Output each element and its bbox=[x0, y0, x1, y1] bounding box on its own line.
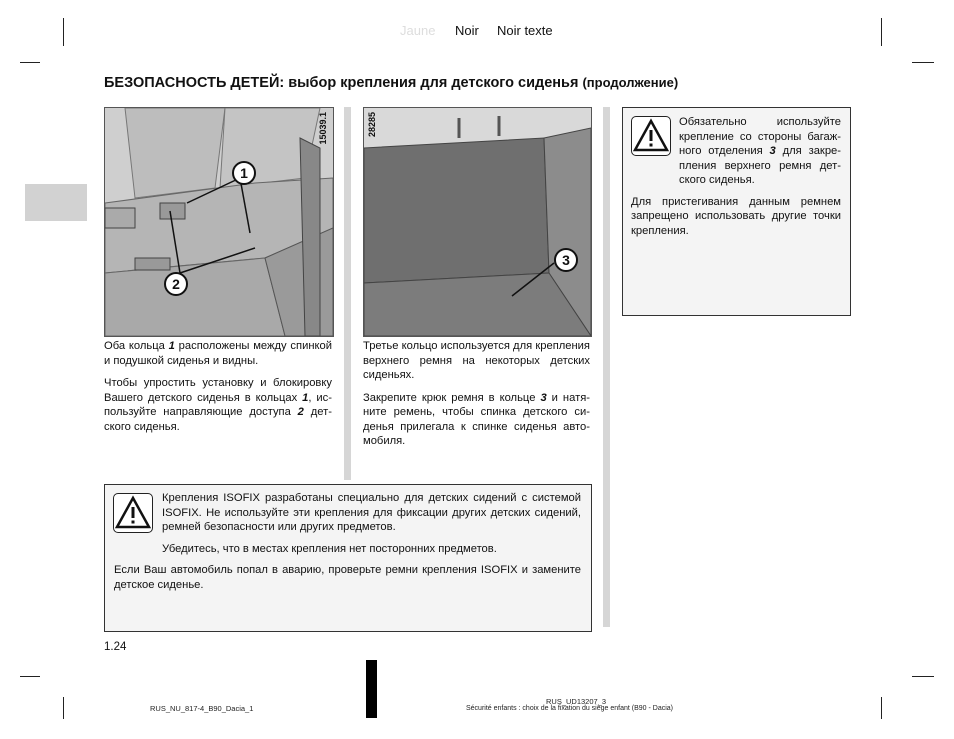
page-title bbox=[104, 75, 678, 91]
registration-bar bbox=[366, 660, 377, 718]
page-title-main: БЕЗОПАСНОСТЬ ДЕТЕЙ: выбор крепления для детского сиденья bbox=[104, 75, 579, 91]
page-number: 1.24 bbox=[104, 641, 127, 653]
footer-left: RUS_NU_817-4_B90_Dacia_1 bbox=[150, 704, 254, 713]
color-label-jaune: Jaune bbox=[400, 23, 436, 38]
crop-mark bbox=[912, 62, 934, 63]
crop-mark bbox=[20, 676, 40, 677]
warning-bottom-paragraph-3: Если Ваш автомобиль попал в аварию, проверьте ремни крепления ISOFIX и замените детское сиденье. bbox=[114, 564, 581, 591]
color-label-noir-texte: Noir texte bbox=[497, 23, 553, 38]
column-divider bbox=[344, 107, 351, 480]
figure-code: 15039.1 bbox=[318, 112, 328, 145]
figure-trunk-anchor bbox=[363, 107, 592, 337]
warning-bottom-text bbox=[114, 491, 581, 599]
warning-box-right bbox=[622, 107, 851, 316]
page-title-suffix: (продолжение) bbox=[582, 75, 679, 90]
crop-mark bbox=[63, 697, 64, 719]
crop-mark bbox=[881, 18, 882, 46]
warning-bottom-paragraph-2: Убедитесь, что в местах крепления нет посторонних предметов. bbox=[162, 542, 497, 555]
figure-code: 28285 bbox=[367, 112, 377, 138]
crop-mark bbox=[63, 18, 64, 46]
warning-box-bottom bbox=[104, 484, 592, 632]
footer-right-code: RUS_UD13207_3 bbox=[546, 697, 607, 706]
callout-2: 2 bbox=[164, 272, 188, 296]
column1-paragraph-2: Чтобы упростить установку и блокировку Вашего детского сиденья в кольцах 1, используйте направляющие доступа 2 детского сиденья. bbox=[104, 377, 332, 433]
callout-1: 1 bbox=[232, 161, 256, 185]
warning-bottom-paragraph-1: Крепления ISOFIX разработаны специально для детских сидений с системой ISOFIX. Не используйте эти крепления для фиксации других детских сидений, ремней безопасности или других предметов. bbox=[162, 492, 581, 533]
warning-right-paragraph-1: Обязательно используйте крепление со стороны багажного отделения 3 для закрепления верхнего ремня детского сиденья. bbox=[679, 116, 841, 186]
crop-mark bbox=[912, 676, 934, 677]
column2-text bbox=[363, 339, 590, 457]
section-tab bbox=[25, 184, 87, 221]
warning-right-paragraph-2: Для пристегивания данным ремнем запрещено использовать другие точки крепления. bbox=[631, 195, 841, 237]
crop-mark bbox=[20, 62, 40, 63]
column-divider bbox=[603, 107, 610, 627]
seat-illustration bbox=[105, 108, 333, 336]
column1-text bbox=[104, 339, 332, 442]
footer-right-title: Sécurité enfants : choix de la fixation du siège enfant (B90 - Dacia) bbox=[466, 705, 674, 712]
column2-paragraph-2: Закрепите крюк ремня в кольце 3 и натяните ремень, чтобы спинка детского сиденья прилегала к спинке сиденья автомобиля. bbox=[363, 391, 590, 447]
figure-isofix-rings bbox=[104, 107, 334, 337]
trunk-illustration bbox=[364, 108, 591, 336]
callout-3: 3 bbox=[554, 248, 578, 272]
column1-paragraph-1: Оба кольца 1 расположены между спинкой и подушкой сиденья и видны. bbox=[104, 340, 332, 367]
color-label-noir: Noir bbox=[455, 23, 479, 38]
warning-right-text bbox=[631, 115, 841, 245]
crop-mark bbox=[881, 697, 882, 719]
column2-paragraph-1: Третье кольцо используется для крепления верхнего ремня на некоторых детских сиденьях. bbox=[363, 340, 590, 381]
